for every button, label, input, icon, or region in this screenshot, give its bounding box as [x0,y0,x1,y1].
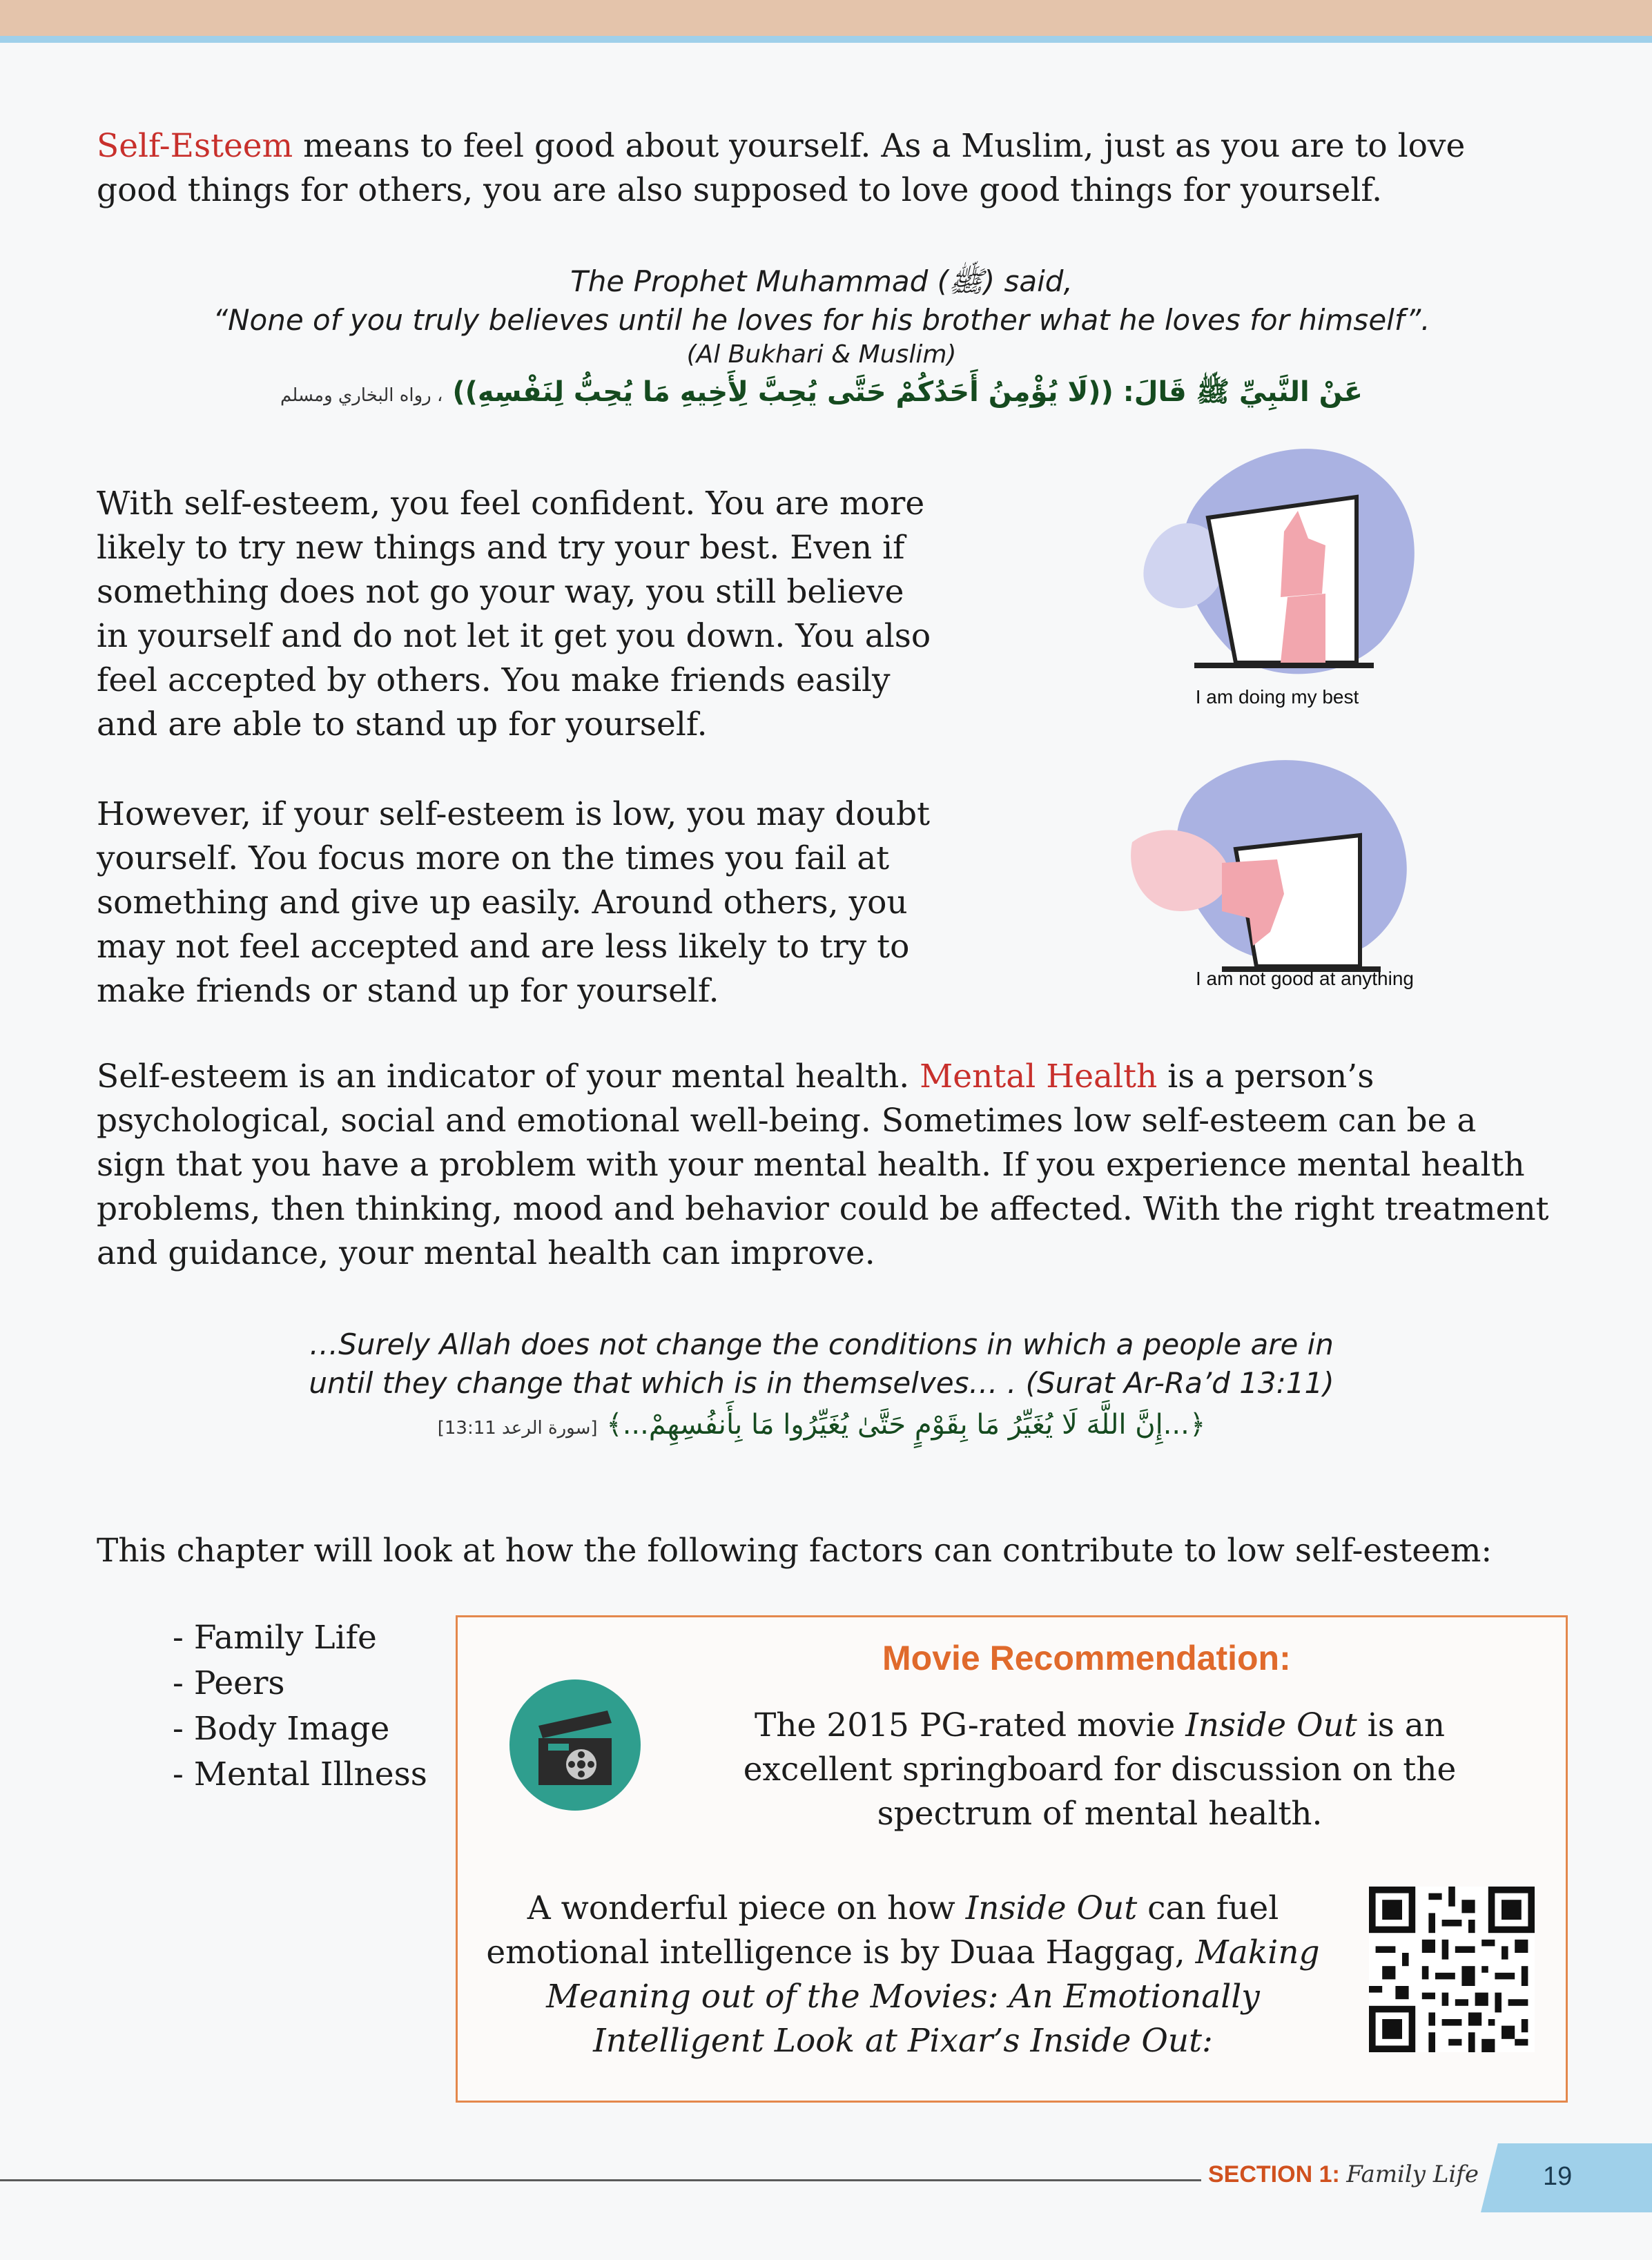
footer-section-number: SECTION 1: [1208,2161,1340,2188]
list-item: - Peers [173,1664,285,1702]
self-esteem-term: Self-Esteem [97,127,293,165]
mental-health-text-after: is a person’s psychological, social and emotional well-being. Sometimes low self-esteem can be a sign that you have a problem with your mental health. If you experience mental health problems, then thinking, mood and behavior could be affected. With the right treatment and guidance, your mental health can improve. [97,1058,1549,1272]
article-movie-title: Inside Out [965,1889,1138,1927]
article-title: Making Meaning out of the Movies: An Emotionally Intelligent Look at Pixar’s Inside Out: [546,1933,1320,2060]
low-self-esteem-paragraph: However, if your self-esteem is low, you may doubt yourself. You focus more on the times you fail at something and give up easily. Around others, you may not feel accepted and are less likely to try to make friends or stand up for yourself. [97,795,931,1010]
mental-health-term: Mental Health [920,1058,1158,1095]
verse-arabic-ref: [سورة الرعد 13:11] [437,1418,598,1439]
footer-section-name: Family Life [1346,2161,1479,2188]
hadith-source: (Al Bukhari & Muslim) [686,340,957,369]
footer-section-label [1208,2161,1479,2188]
self-esteem-definition [97,124,1546,213]
high-self-esteem-paragraph: With self-esteem, you feel confident. You are more likely to try new things and try your best. Even if something does not go your way, you still believe in yourself and do not let it get you down. You also feel accepted by others. You make friends easily and are able to stand up for yourself. [97,485,931,743]
movie-desc-after: is an excellent springboard for discussion on the spectrum of mental health. [743,1706,1457,1833]
hadith-intro: The Prophet Muhammad (ﷺ) said, [570,264,1073,298]
verse-arabic [97,1403,1546,1450]
movie-description [686,1704,1514,1836]
list-item: - Family Life [173,1619,377,1657]
film-clapper-icon [509,1679,641,1811]
chapter-intro: This chapter will look at how the following factors can contribute to low self-esteem: [97,1532,1493,1570]
list-item: - Body Image [173,1710,390,1748]
top-accent-line [0,36,1652,43]
top-color-band [0,0,1652,36]
movie-recommendation-title: Movie Recommendation: [882,1639,1291,1677]
mental-health-paragraph [97,1055,1553,1276]
verse-line-1: …Surely Allah does not change the conditions in which a people are in [309,1327,1334,1361]
verse-line-2: until they change that which is in themselves… . (Surat Ar-Ra’d 13:11) [309,1366,1334,1400]
hadith-arabic-text: عَنْ النَّبِيِّ ﷺ قَالَ: ((لَا يُؤْمِنُ أَحَدُكُمْ حَتَّى يُحِبَّ لِأَخِيهِ مَا يُحِبُّ لِنَفْسِهِ)) [452,376,1363,408]
article-before: A wonderful piece on how [527,1889,966,1927]
page-number: 19 [1543,2162,1573,2191]
doing-my-best-caption: I am doing my best [1195,686,1359,708]
factors-list [173,1615,427,1798]
list-item: - Mental Illness [173,1755,427,1793]
movie-desc-before: The 2015 PG-rated movie [754,1706,1186,1744]
self-esteem-definition-text: means to feel good about yourself. As a Muslim, just as you are to love good things for others, you are also supposed to love good things for yourself. [97,127,1466,209]
intro-section [97,124,1546,213]
quran-verse [97,1325,1546,1450]
not-good-caption: I am not good at anything [1196,968,1414,989]
thumbs-down-laptop-illustration [1118,746,1443,973]
qr-code[interactable] [1369,1887,1535,2052]
movie-recommendation-box [456,1615,1568,2103]
hadith-text: “None of you truly believes until he loves for his brother what he loves for himself”. [213,303,1430,337]
article-reference [472,1887,1334,2063]
hadith-arabic [97,370,1546,418]
mental-health-text-before: Self-esteem is an indicator of your mental health. [97,1058,920,1095]
hadith-quote [97,262,1546,418]
hadith-arabic-ref: ، رواه البخاري ومسلم [280,385,443,406]
footer-rule [0,2179,1201,2181]
article-mid: can fuel emotional intelligence is by Duaa Haggag, [486,1889,1279,1971]
thumbs-up-laptop-illustration [1118,435,1443,697]
movie-desc-title: Inside Out [1185,1706,1357,1744]
verse-arabic-text: ﴿...إِنَّ اللَّهَ لَا يُغَيِّرُ مَا بِقَوْمٍ حَتَّىٰ يُغَيِّرُوا مَا بِأَنفُسِهِمْ...﴾ [606,1409,1206,1441]
